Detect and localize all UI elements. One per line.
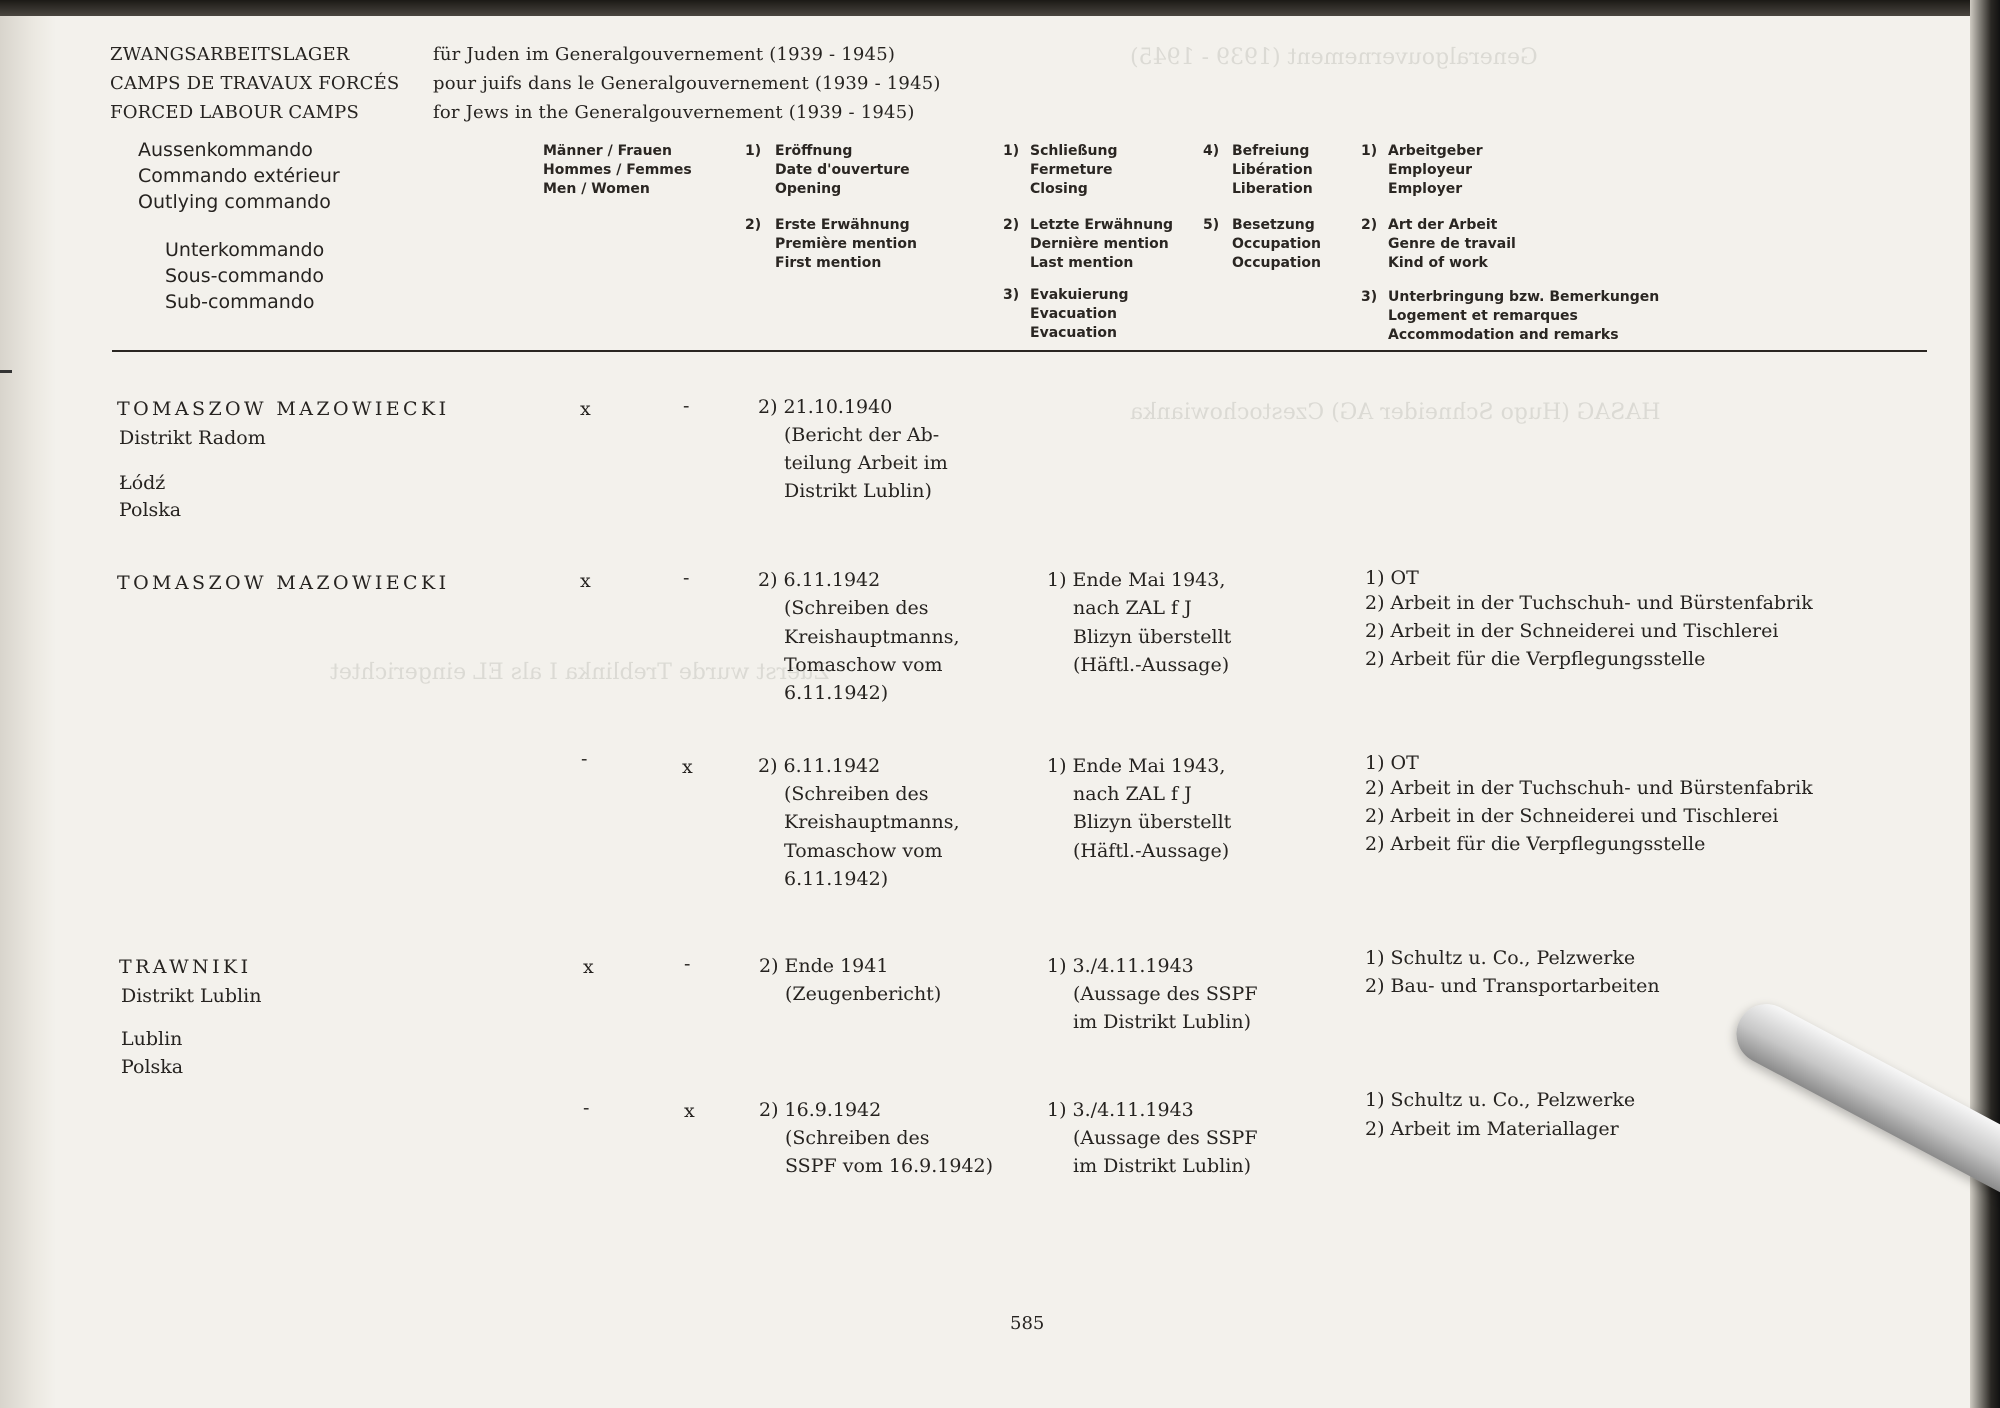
lib-header-de: Befreiung (1232, 143, 1310, 159)
men-marker: - (581, 748, 588, 770)
gender-header-de: Männer / Frauen (543, 143, 673, 159)
header-divider (112, 350, 1927, 352)
work-line: 2) Arbeit in der Schneiderei und Tischlerei (1365, 805, 1779, 827)
occ-number: 5) (1203, 217, 1220, 233)
closing-line: Blizyn überstellt (1073, 811, 1232, 833)
women-marker: x (684, 1100, 695, 1122)
region: Lublin (121, 1028, 183, 1050)
opening-line: Kreishauptmanns, (784, 626, 960, 648)
closing-line: 1) 3./4.11.1943 (1047, 1099, 1194, 1121)
lib-number: 4) (1203, 143, 1220, 159)
first-header-fr: Première mention (775, 236, 917, 252)
district: Distrikt Lublin (121, 985, 262, 1007)
lib-header-fr: Libération (1232, 162, 1313, 178)
opening-line: 2) 21.10.1940 (758, 396, 893, 418)
work-header-fr: Genre de travail (1388, 236, 1516, 252)
work-line: 2) Arbeit für die Verpflegungsstelle (1365, 833, 1706, 855)
closing-line: (Aussage des SSPF (1073, 1127, 1258, 1149)
employer-header-de: Arbeitgeber (1388, 143, 1483, 159)
remarks-header-fr: Logement et remarques (1388, 308, 1578, 324)
work-line: 2) Arbeit in der Schneiderei und Tischlerei (1365, 620, 1779, 642)
work-header-de: Art der Arbeit (1388, 217, 1498, 233)
opening-number: 1) (745, 143, 762, 159)
closing-header-de: Schließung (1030, 143, 1118, 159)
page-number: 585 (1010, 1313, 1045, 1334)
opening-header-de: Eröffnung (775, 143, 853, 159)
closing-header-fr: Fermeture (1030, 162, 1113, 178)
site-name: TOMASZOW MAZOWIECKI (117, 572, 450, 594)
work-line: 1) OT (1365, 752, 1419, 774)
aussen-fr: Commando extérieur (138, 165, 340, 187)
country: Polska (119, 499, 182, 521)
opening-line: (Schreiben des (784, 597, 929, 619)
closing-line: 1) Ende Mai 1943, (1047, 755, 1226, 777)
scan-border-top (0, 0, 2000, 16)
site-name: TOMASZOW MAZOWIECKI (117, 398, 450, 420)
district: Distrikt Radom (119, 427, 266, 449)
aussen-de: Aussenkommando (138, 139, 313, 161)
opening-line: teilung Arbeit im (784, 452, 948, 474)
work-line: 2) Arbeit für die Verpflegungsstelle (1365, 648, 1706, 670)
women-marker: - (683, 567, 690, 589)
men-marker: x (580, 570, 591, 592)
remarks-header-de: Unterbringung bzw. Bemerkungen (1388, 289, 1660, 305)
first-number: 2) (745, 217, 762, 233)
men-marker: - (583, 1097, 590, 1119)
work-line: 2) Arbeit in der Tuchschuh- und Bürstenfabrik (1365, 777, 1813, 799)
opening-line: 2) 6.11.1942 (758, 755, 881, 777)
men-marker: x (583, 956, 594, 978)
first-header-en: First mention (775, 255, 882, 271)
page-mark (0, 370, 12, 373)
region: Łódź (119, 472, 166, 494)
work-line: 2) Bau- und Transportarbeiten (1365, 975, 1660, 997)
unter-fr: Sous-commando (165, 265, 324, 287)
remarks-number: 3) (1361, 289, 1378, 305)
women-marker: - (684, 953, 691, 975)
gender-header-en: Men / Women (543, 181, 650, 197)
subtitle-line-en: for Jews in the Generalgouvernement (1939 - 1945) (433, 102, 915, 123)
opening-line: 6.11.1942) (784, 868, 889, 890)
opening-line: (Schreiben des (785, 1127, 930, 1149)
occ-header-en: Occupation (1232, 255, 1322, 271)
evac-number: 3) (1003, 287, 1020, 303)
opening-line: (Schreiben des (784, 783, 929, 805)
closing-line: (Häftl.-Aussage) (1073, 654, 1230, 676)
opening-line: 2) 16.9.1942 (759, 1099, 882, 1121)
show-through: HASAG (Hugo Schneider AG) Czestochowianka (1130, 400, 1661, 425)
title-line-fr: CAMPS DE TRAVAUX FORCÉS (110, 73, 400, 94)
opening-line: Kreishauptmanns, (784, 811, 960, 833)
evac-header-fr: Evacuation (1030, 306, 1117, 322)
show-through: Generalgouvernement (1939 - 1945) (1130, 45, 1538, 70)
first-header-de: Erste Erwähnung (775, 217, 910, 233)
lib-header-en: Liberation (1232, 181, 1313, 197)
unter-de: Unterkommando (165, 239, 325, 261)
closing-number: 1) (1003, 143, 1020, 159)
closing-line: 1) Ende Mai 1943, (1047, 569, 1226, 591)
employer-number: 1) (1361, 143, 1378, 159)
site-name: TRAWNIKI (119, 956, 252, 978)
opening-header-en: Opening (775, 181, 842, 197)
opening-line: Distrikt Lublin) (784, 480, 932, 502)
subtitle-line-fr: pour juifs dans le Generalgouvernement (1939 - 1945) (433, 73, 941, 94)
scan-border-right (1970, 0, 2000, 1408)
opening-line: 6.11.1942) (784, 682, 889, 704)
opening-line: (Zeugenbericht) (785, 983, 942, 1005)
remarks-header-en: Accommodation and remarks (1388, 327, 1619, 343)
occ-header-de: Besetzung (1232, 217, 1315, 233)
work-number: 2) (1361, 217, 1378, 233)
work-line: 1) Schultz u. Co., Pelzwerke (1365, 1089, 1636, 1111)
closing-line: (Häftl.-Aussage) (1073, 840, 1230, 862)
last-header-en: Last mention (1030, 255, 1134, 271)
work-line: 2) Arbeit im Materiallager (1365, 1118, 1619, 1140)
opening-line: (Bericht der Ab- (784, 424, 940, 446)
last-header-de: Letzte Erwähnung (1030, 217, 1174, 233)
opening-line: 2) 6.11.1942 (758, 569, 881, 591)
opening-header-fr: Date d'ouverture (775, 162, 910, 178)
work-line: 1) OT (1365, 567, 1419, 589)
evac-header-en: Evacuation (1030, 325, 1117, 341)
closing-line: nach ZAL f J (1073, 783, 1192, 805)
title-line-en: FORCED LABOUR CAMPS (110, 102, 360, 123)
closing-line: im Distrikt Lublin) (1073, 1011, 1251, 1033)
occ-header-fr: Occupation (1232, 236, 1322, 252)
title-line-de: ZWANGSARBEITSLAGER (110, 44, 350, 65)
closing-line: 1) 3./4.11.1943 (1047, 955, 1194, 977)
work-line: 2) Arbeit in der Tuchschuh- und Bürstenfabrik (1365, 592, 1813, 614)
work-line: 1) Schultz u. Co., Pelzwerke (1365, 947, 1636, 969)
show-through: Zuerst wurde Treblinka I als EL eingerichtet (330, 660, 830, 685)
last-header-fr: Dernière mention (1030, 236, 1169, 252)
country: Polska (121, 1056, 184, 1078)
men-marker: x (580, 398, 591, 420)
closing-line: (Aussage des SSPF (1073, 983, 1258, 1005)
aussen-en: Outlying commando (138, 191, 331, 213)
employer-header-en: Employer (1388, 181, 1463, 197)
closing-line: nach ZAL f J (1073, 597, 1192, 619)
last-number: 2) (1003, 217, 1020, 233)
work-header-en: Kind of work (1388, 255, 1488, 271)
subtitle-line-de: für Juden im Generalgouvernement (1939 - 1945) (433, 44, 896, 65)
opening-line: Tomaschow vom (784, 654, 943, 676)
employer-header-fr: Employeur (1388, 162, 1473, 178)
closing-header-en: Closing (1030, 181, 1088, 197)
opening-line: SSPF vom 16.9.1942) (785, 1155, 994, 1177)
gender-header-fr: Hommes / Femmes (543, 162, 692, 178)
opening-line: 2) Ende 1941 (759, 955, 889, 977)
closing-line: Blizyn überstellt (1073, 626, 1232, 648)
closing-line: im Distrikt Lublin) (1073, 1155, 1251, 1177)
women-marker: x (682, 756, 693, 778)
opening-line: Tomaschow vom (784, 840, 943, 862)
unter-en: Sub-commando (165, 291, 315, 313)
women-marker: - (683, 395, 690, 417)
evac-header-de: Evakuierung (1030, 287, 1129, 303)
book-spine (0, 0, 56, 1408)
